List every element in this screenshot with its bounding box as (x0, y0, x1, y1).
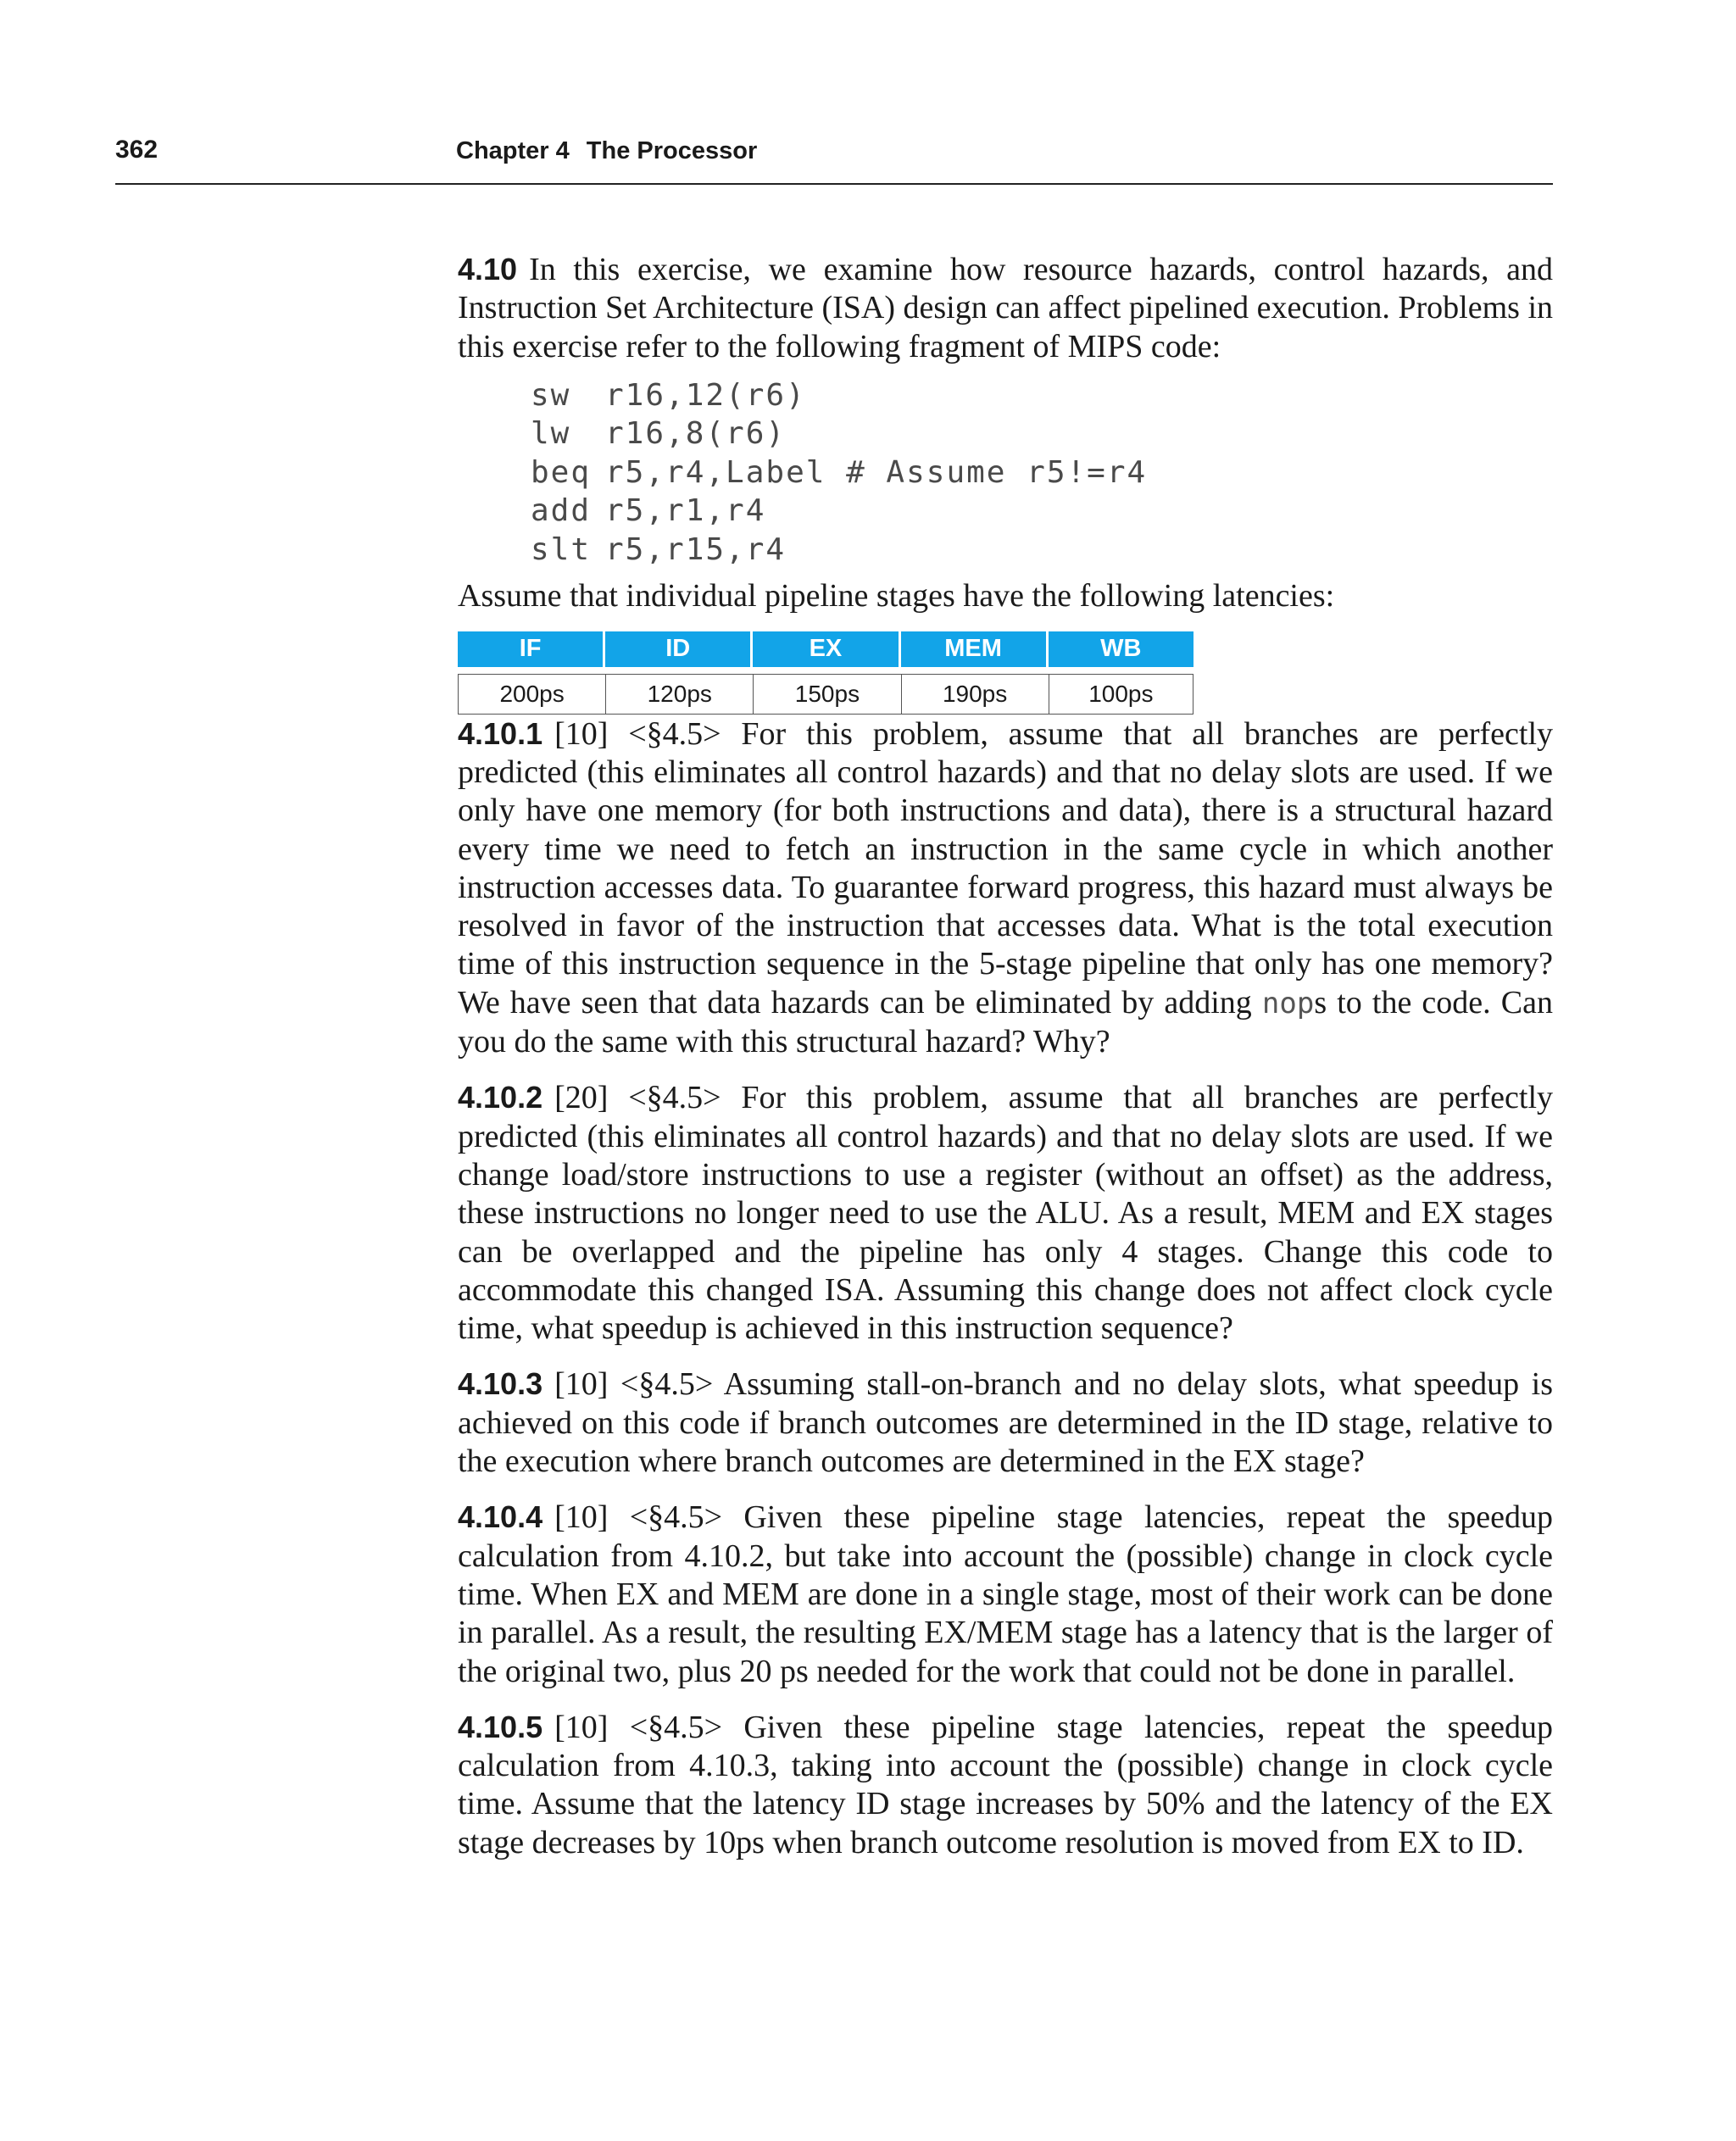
exercise-number: 4.10.1 (458, 715, 543, 751)
code-op: lw (531, 416, 571, 452)
exercise-number: 4.10.2 (458, 1080, 543, 1115)
exercise-number: 4.10.5 (458, 1709, 543, 1744)
inline-code: nop (1261, 986, 1315, 1020)
exercise-intro (458, 250, 1553, 366)
exercise-4-10-4 (458, 1498, 1553, 1690)
mips-code-block (531, 376, 1553, 570)
chapter-label: Chapter 4 (456, 137, 570, 164)
exercise-4-10-2 (458, 1078, 1553, 1348)
exercise-4-10-3 (458, 1365, 1553, 1481)
code-args: r16,12(r6) (605, 377, 806, 413)
exercise-4-10-1 (458, 715, 1553, 1062)
code-op: add (531, 493, 592, 529)
code-op: slt (531, 531, 592, 567)
latency-table (458, 631, 1194, 715)
code-line (531, 376, 1553, 415)
latency-mem: 190ps (901, 674, 1049, 715)
exercise-number: 4.10.4 (458, 1499, 543, 1535)
exercise-4-10-5 (458, 1708, 1553, 1862)
code-args: r5,r1,r4 (605, 493, 766, 529)
code-args: r5,r4,Label # Assume r5!=r4 (605, 454, 1148, 490)
exercise-text: [10] <§4.5> Assuming stall-on-branch and no delay slots, what speedup is achieved on this code if branch outcomes are determined in the ID stage, relative to the execution where branch outcomes are determined in the EX stage? (458, 1366, 1553, 1480)
exercise-number: 4.10.3 (458, 1366, 543, 1402)
latency-intro: Assume that individual pipeline stages have the following latencies: (458, 578, 1335, 614)
exercise-text: [10] <§4.5> For this problem, assume that all branches are perfectly predicted (this eliminates all control hazards) and that no delay slots are used. If we only have one memory (for both instructions and data), there is a structural hazard every time we need to fetch an instruction in the same cycle in which another instruction accesses data. To guarantee forward progress, this hazard must always be resolved in favor of the instruction that accesses data. What is the total execution time of this instruction sequence in the 5-stage pipeline that only has one memory? We have seen that data hazards can be eliminated by adding (458, 715, 1553, 1020)
exercise-text: [10] <§4.5> Given these pipeline stage latencies, repeat the speedup calculation from 4.10.3, taking into account the (possible) change in clock cycle time. Assume that the latency ID stage increases by 50% and the latency of the EX stage decreases by 10ps when branch outcome resolution is moved from EX to ID. (458, 1709, 1553, 1860)
table-gap (458, 667, 1194, 674)
chapter-title: The Processor (586, 137, 758, 164)
page-body (458, 250, 1553, 1862)
latency-ex: 150ps (753, 674, 900, 715)
stage-header-ex: EX (753, 631, 900, 667)
code-line (531, 453, 1553, 492)
code-args: r16,8(r6) (605, 416, 787, 452)
page-number: 362 (115, 136, 159, 164)
exercise-text: [10] <§4.5> Given these pipeline stage latencies, repeat the speedup calculation from 4.10.2, but take into account the (possible) change in clock cycle time. When EX and MEM are done in a single stage, most of their work can be done in parallel. As a result, the resulting EX/MEM stage has a latency that is the larger of the original two, plus 20 ps needed for the work that could not be done in parallel. (458, 1499, 1553, 1689)
code-args: r5,r15,r4 (605, 531, 787, 567)
exercise-text: s to the code. Can you do the same with this structural hazard? Why? (458, 984, 1553, 1060)
code-op: sw (531, 377, 571, 413)
latency-id: 120ps (605, 674, 753, 715)
stage-header-mem: MEM (901, 631, 1049, 667)
code-line (531, 531, 1553, 570)
exercise-intro-text: In this exercise, we examine how resource hazards, control hazards, and Instruction Set Architecture (ISA) design can affect pipelined execution. Problems in this exercise refer to the following fragment of MIPS code: (458, 252, 1553, 364)
latency-value-row (458, 674, 1194, 715)
stage-header-wb: WB (1049, 631, 1194, 667)
latency-header-row (458, 631, 1194, 667)
exercise-number: 4.10 (458, 252, 518, 286)
stage-header-id: ID (605, 631, 753, 667)
latency-if: 200ps (458, 674, 605, 715)
code-line (531, 492, 1553, 531)
exercise-text: [20] <§4.5> For this problem, assume that all branches are perfectly predicted (this eliminates all control hazards) and that no delay slots are used. If we change load/store instructions to use a register (without an offset) as the address, these instructions no longer need to use the ALU. As a result, MEM and EX stages can be overlapped and the pipeline has only 4 stages. Change this code to accommodate this changed ISA. Assuming this change does not affect clock cycle time, what speedup is achieved in this instruction sequence? (458, 1080, 1553, 1347)
code-op: beq (531, 454, 592, 490)
stage-header-if: IF (458, 631, 605, 667)
running-header (115, 136, 1553, 185)
code-line (531, 414, 1553, 453)
latency-wb: 100ps (1049, 674, 1194, 715)
chapter-heading (456, 137, 757, 165)
